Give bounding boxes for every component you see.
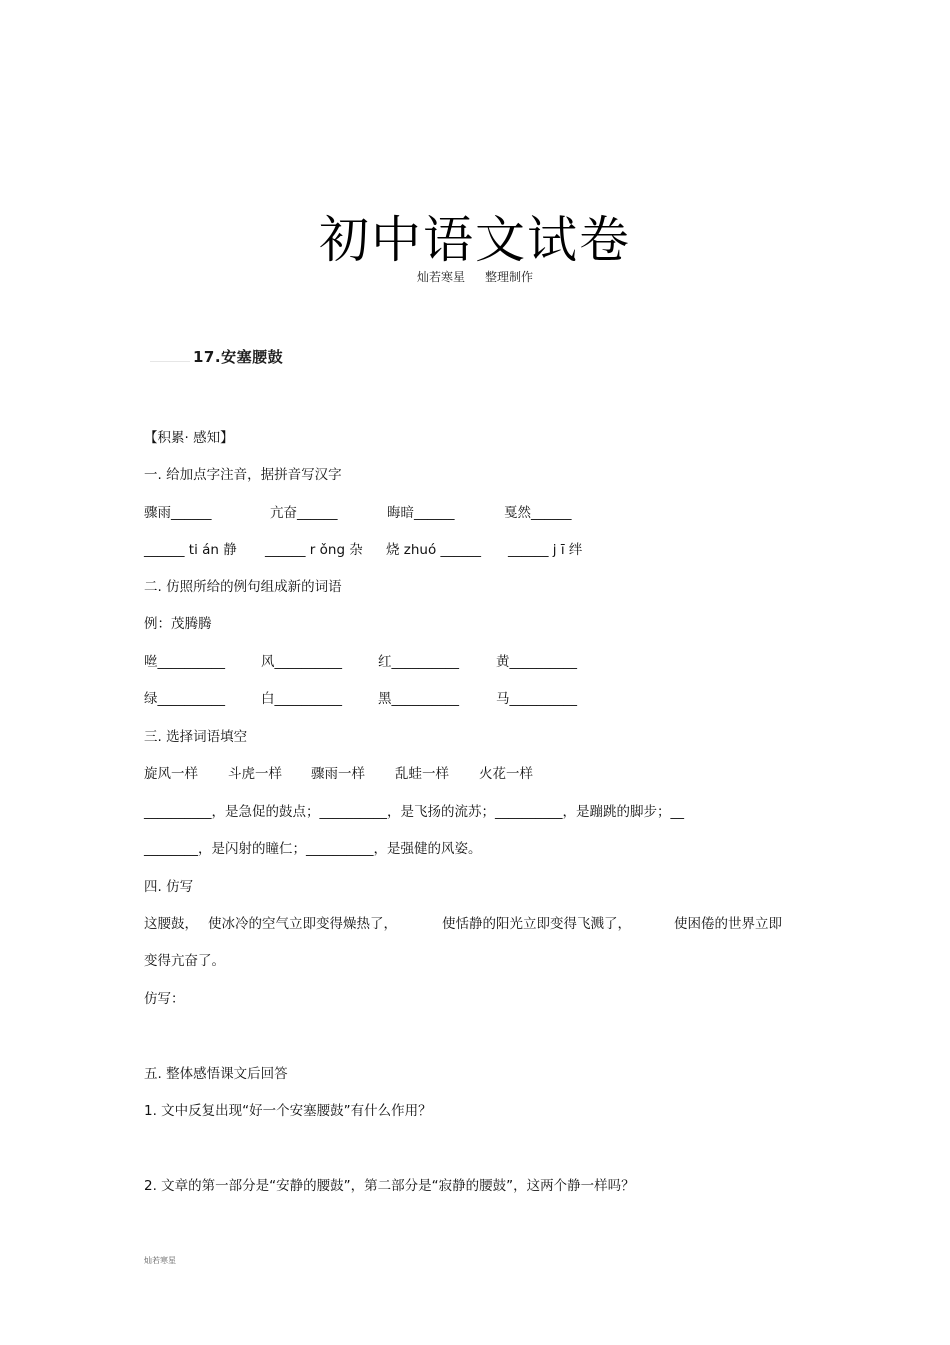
q4-sentence-line-2: 变得亢奋了。	[144, 953, 225, 969]
footer-author: 灿若寒星	[144, 1256, 176, 1265]
q2-row2-item: 黑__________	[378, 691, 459, 707]
q2-row-2	[144, 687, 844, 707]
q1-row1-item: 戛然______	[504, 505, 572, 521]
q4-sentence-line-1	[144, 912, 844, 932]
q2-heading: 二. 仿照所给的例句组成新的词语	[144, 579, 342, 595]
lesson-title: 17.安塞腰鼓	[193, 348, 284, 366]
q2-row1-item: 咝__________	[144, 654, 225, 670]
q3-options	[144, 762, 844, 782]
q2-row-1	[144, 650, 844, 670]
q1-row1-item: 亢奋______	[270, 505, 338, 521]
q4-prompt: 仿写：	[144, 991, 185, 1007]
q3-option: 火花一样	[479, 766, 533, 782]
production-label: 整理制作	[485, 270, 534, 284]
q3-fill-line-2: ________，是闪射的瞳仁；__________，是强健的风姿。	[144, 841, 482, 857]
q5-heading: 五. 整体感悟课文后回答	[144, 1066, 288, 1082]
q2-row1-item: 风__________	[261, 654, 342, 670]
q2-row2-item: 白__________	[261, 691, 342, 707]
q4-sentence-part: 使恬静的阳光立即变得飞溅了，	[442, 916, 631, 932]
q2-example: 例：茂腾腾	[144, 616, 212, 632]
q2-row2-item: 马__________	[496, 691, 577, 707]
q3-option: 旋风一样	[144, 766, 198, 782]
q3-option: 骤雨一样	[311, 766, 365, 782]
q1-row2-item: ______ r ǒng 杂	[265, 542, 363, 558]
q2-row1-item: 红__________	[378, 654, 459, 670]
q1-row2-item: ______ ti án 静	[144, 542, 237, 558]
q5-question-1: 1. 文中反复出现“好一个安塞腰鼓”有什么作用？	[144, 1103, 432, 1119]
q1-row-1	[144, 501, 844, 521]
q2-row1-item: 黄__________	[496, 654, 577, 670]
q3-fill-line-1: __________，是急促的鼓点；__________，是飞扬的流苏；__________，是蹦跳的脚步；__	[144, 804, 684, 820]
q3-heading: 三. 选择词语填空	[144, 729, 248, 745]
subtitle	[0, 268, 950, 285]
q1-row1-item: 晦暗______	[387, 505, 455, 521]
q1-row1-item: 骤雨______	[144, 505, 212, 521]
q1-row-2	[144, 538, 844, 558]
page-title: 初中语文试卷	[319, 211, 631, 269]
q5-question-2: 2. 文章的第一部分是“安静的腰鼓”，第二部分是“寂静的腰鼓”，这两个静一样吗？	[144, 1178, 635, 1194]
q1-heading: 一. 给加点字注音，据拼音写汉字	[144, 467, 342, 483]
q2-row2-item: 绿__________	[144, 691, 225, 707]
q1-row2-item: 烧 zhuó ______	[386, 542, 482, 558]
q4-sentence-part: 使困倦的世界立即	[674, 916, 782, 932]
q1-row2-item: ______ j ī 绊	[508, 542, 583, 558]
q4-sentence-part: 使冰冷的空气立即变得燥热了，	[208, 916, 397, 932]
section-label: 【积累· 感知】	[144, 430, 234, 446]
scan-artifact-line	[150, 361, 190, 362]
q3-option: 斗虎一样	[228, 766, 282, 782]
q4-heading: 四. 仿写	[144, 879, 194, 895]
q4-sentence-part: 这腰鼓，	[144, 916, 198, 932]
author-label: 灿若寒星	[416, 270, 465, 284]
q3-option: 乱蛙一样	[395, 766, 449, 782]
